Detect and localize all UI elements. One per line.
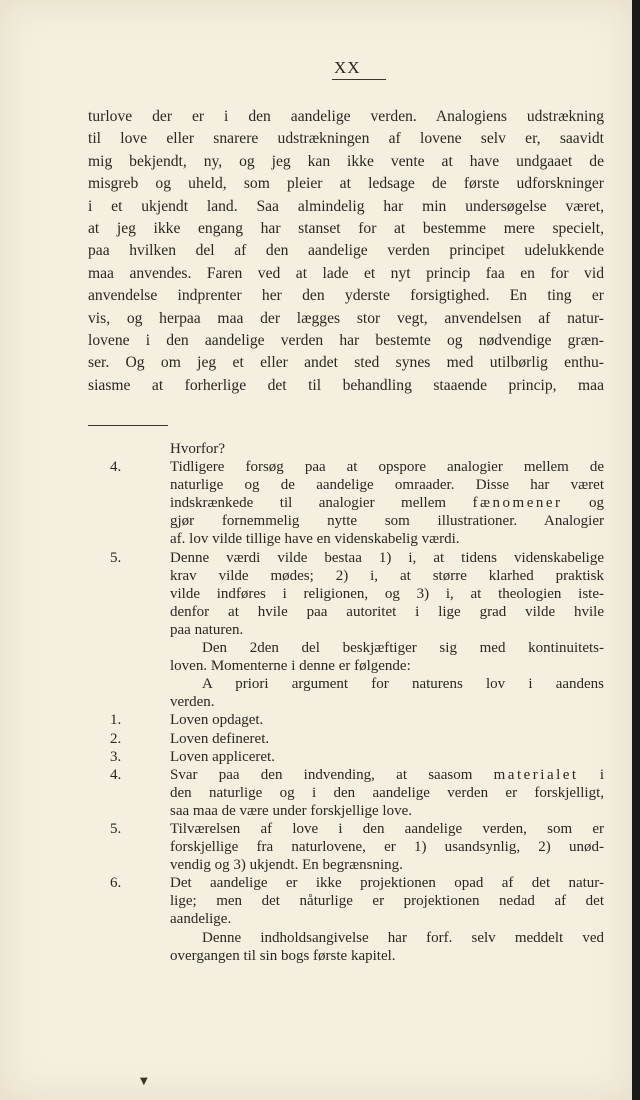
note-line: gjør fornemmelig nytte som illustrationer. Analogier — [170, 513, 604, 530]
note-item-6 — [110, 874, 604, 928]
page-number: XX — [334, 58, 361, 77]
note-line: A priori argument for naturens lov i aandens — [202, 676, 604, 693]
list-item — [110, 730, 604, 748]
note-text: Svar paa den indvending, at saasom — [170, 766, 473, 783]
note-line: vilde indføres i religionen, og 3) i, at theologien iste- — [170, 585, 604, 602]
footnote-block — [110, 440, 605, 965]
item-number: 6. — [110, 875, 122, 892]
main-line: mig bekjendt, ny, og jeg kan ikke vente at have undgaaet de — [88, 152, 604, 170]
note-item-4b — [110, 766, 605, 820]
main-line: paa hvilken del af den aandelige verden principet udelukkende — [88, 242, 604, 260]
note-line: loven. Momenterne i denne er følgende: — [170, 658, 411, 675]
main-line: ser. Og om jeg et eller andet sted synes med utilbørlig enthu- — [88, 354, 604, 372]
list-item — [110, 748, 604, 766]
note-line: Det aandelige er ikke projektionen opad af det natur- — [170, 875, 604, 892]
main-line: siasme at forherlige det til behandling staaende princip, maa — [88, 376, 604, 394]
note-line: paa naturen. — [170, 621, 244, 638]
note-line: saa maa de være under forskjellige love. — [170, 802, 412, 819]
note-line: Tilværelsen af love i den aandelige verden, som er — [170, 820, 604, 837]
note-text: i — [599, 766, 605, 783]
list-item — [110, 711, 604, 729]
note-line: forskjellige fra naturlovene, er 1) usandsynlig, 2) unød- — [170, 839, 604, 856]
page-number-rule — [332, 79, 386, 80]
note-line: den naturlige og i den aandelige verden er forskjelligt, — [170, 784, 604, 801]
note-line: denfor at hvile paa autoritet i lige grad vilde hvile — [170, 603, 604, 620]
note-line: lige; men det nåturlige er projektionen nedad af det — [170, 893, 604, 910]
main-line: misgreb og uheld, som pleier at ledsage de første udforskninger — [88, 175, 604, 193]
note-item-4 — [110, 458, 604, 548]
note-line: Denne indholdsangivelse har forf. selv meddelt ved — [202, 929, 604, 946]
note-final-paragraph — [138, 929, 604, 965]
spaced-word: materialet — [493, 766, 579, 783]
note-line: Den 2den del beskjæftiger sig med kontinuitets- — [202, 640, 604, 657]
main-line: at jeg ikke engang har stanset for at bestemme mere specielt, — [88, 220, 604, 238]
note-line: Loven opdaget. — [170, 712, 264, 729]
spaced-word: fænomener — [472, 495, 563, 512]
note-line: Denne værdi vilde bestaa 1) i, at tidens videnskabelige — [170, 549, 604, 566]
note-line: naturlige og de aandelige omraader. Disse har været — [170, 477, 604, 494]
note-line: overgangen til sin bogs første kapitel. — [170, 947, 396, 964]
main-body-text — [88, 106, 604, 397]
item-number: 3. — [110, 748, 122, 765]
ink-mark: ▼ — [140, 1076, 148, 1087]
item-number: 4. — [110, 766, 122, 783]
main-line: til love eller snarere udstrækningen af lovene selv er, saavidt — [88, 130, 604, 148]
main-line: turlove der er i den aandelige verden. Analogiens udstrækning — [88, 108, 604, 125]
note-line: Tidligere forsøg paa at opspore analogier mellem de — [170, 459, 604, 476]
note-line: verden. — [170, 694, 215, 711]
note-line: Loven defineret. — [170, 730, 270, 747]
note-text: og — [589, 495, 604, 512]
note-line — [170, 494, 604, 512]
note-text: indskrænkede til analogier mellem — [170, 495, 447, 512]
note-line: Loven appliceret. — [170, 748, 275, 765]
note-item-5 — [110, 549, 604, 639]
main-line: maa anvendes. Faren ved at lade et nyt princip faa en for vid — [88, 264, 604, 282]
main-line: vis, og herpaa maa der lægges stor vegt, anvendelsen af natur- — [88, 309, 604, 327]
note-line: af. lov vilde tillige have en videnskabelig værdi. — [170, 531, 460, 548]
note-paragraph-part-two — [138, 639, 604, 675]
note-line — [170, 766, 604, 784]
main-line: lovene i den aandelige verden har bestemte og nødvendige græn- — [88, 332, 604, 350]
note-line: vendig og 3) ukjendt. En begrænsning. — [170, 857, 403, 874]
note-line: aandelige. — [170, 911, 232, 928]
footnote-rule — [88, 425, 168, 426]
note-item-5b — [110, 820, 604, 874]
item-number: 5. — [110, 549, 122, 566]
note-line: krav vilde mødes; 2) i, at større klarhed praktisk — [170, 567, 604, 584]
main-line: i et ukjendt land. Saa almindelig har min undersøgelse været, — [88, 197, 604, 215]
main-line: anvendelse indprenter her den yderste forsigtighed. En ting er — [88, 287, 604, 305]
item-number: 4. — [110, 459, 122, 476]
item-number: 2. — [110, 730, 122, 747]
item-number: 1. — [110, 712, 122, 729]
note-paragraph-apriori — [138, 675, 604, 711]
note-intro: Hvorfor? — [170, 441, 225, 457]
item-number: 5. — [110, 820, 122, 837]
